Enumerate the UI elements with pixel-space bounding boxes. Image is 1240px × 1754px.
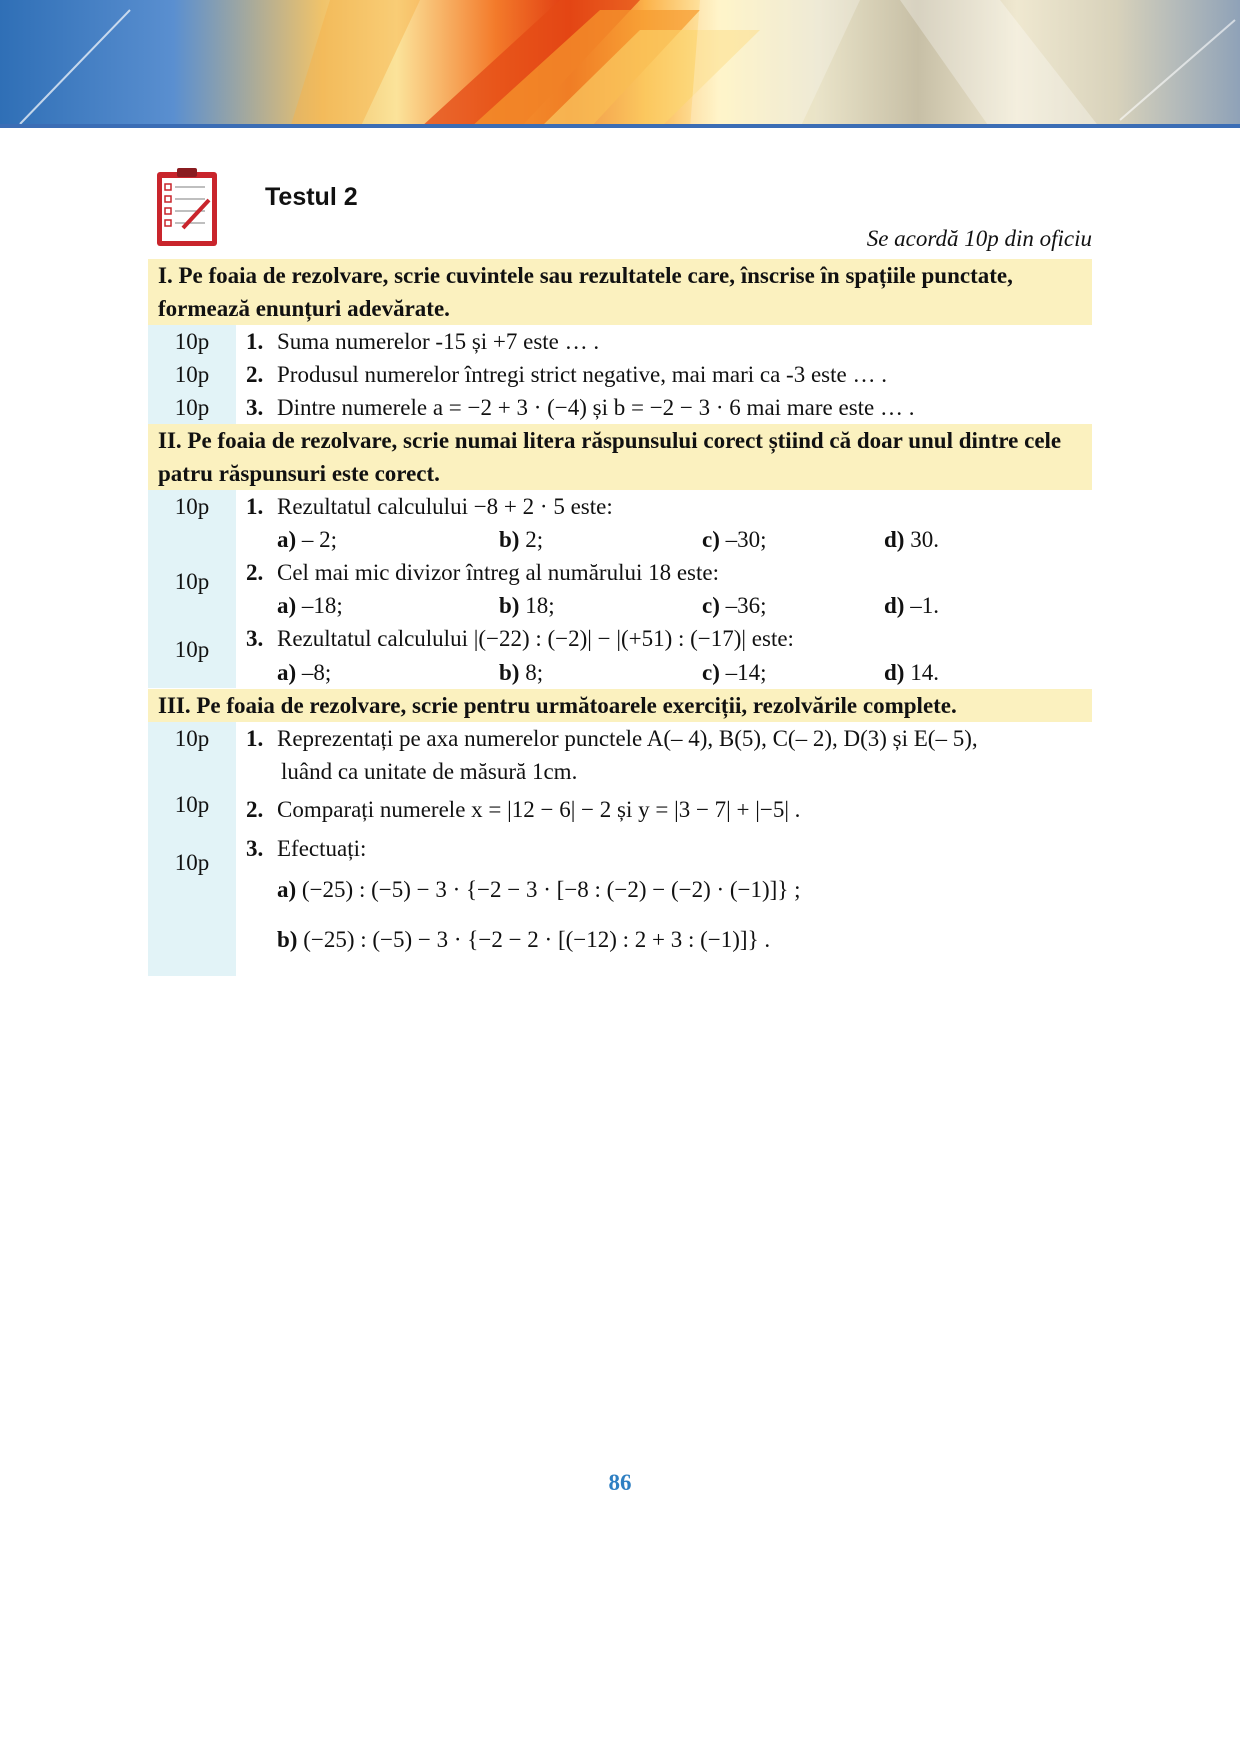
- points-cell: [148, 490, 236, 556]
- section-heading-2: II. Pe foaia de rezolvare, scrie numai litera răspunsului corect știind că doar unul dintre cele patru răspunsuri este corect.: [148, 424, 1092, 490]
- question-text: Produsul numerelor întregi strict negative, mai mari ca -3 este … .: [277, 362, 887, 387]
- question-row: [148, 788, 1092, 832]
- question-row: [148, 391, 1092, 424]
- points-cell: 10p: [148, 358, 236, 391]
- points-cell: [148, 832, 236, 976]
- option-c: c) –30;: [702, 527, 767, 552]
- question-row: [148, 325, 1092, 358]
- question-number: 2.: [246, 797, 264, 822]
- points-cell: [148, 622, 236, 688]
- section-heading-3: III. Pe foaia de rezolvare, scrie pentru următoarele exerciții, rezolvările complete.: [148, 689, 1092, 722]
- question-text-continued: luând ca unitate de măsură 1cm.: [281, 759, 578, 784]
- option-a: a) – 2;: [277, 527, 338, 552]
- question-number: 3.: [246, 626, 264, 651]
- question-number: 1.: [246, 329, 264, 354]
- question-number: 2.: [246, 362, 264, 387]
- question-text: Efectuați:: [277, 836, 367, 861]
- question-row: [148, 622, 1092, 689]
- answer-options: [246, 656, 1092, 689]
- option-a: a) –18;: [277, 593, 343, 618]
- test-title: Testul 2: [265, 183, 358, 211]
- question-text: Rezultatul calculului |(−22) : (−2)| − |(+51) : (−17)| este:: [277, 626, 794, 651]
- question-row: [148, 722, 1092, 788]
- answer-options: [246, 589, 1092, 622]
- question-number: 3.: [246, 836, 264, 861]
- banner-decoration: [0, 0, 1240, 128]
- points-cell: [148, 788, 236, 832]
- option-c: c) –36;: [702, 593, 767, 618]
- question-text: Suma numerelor -15 și +7 este … .: [277, 329, 600, 354]
- question-number: 2.: [246, 560, 264, 585]
- question-text: Reprezentați pe axa numerelor punctele A(– 4), B(5), C(– 2), D(3) și E(– 5),: [277, 726, 978, 751]
- question-row: [148, 832, 1092, 976]
- answer-options: [246, 523, 1092, 556]
- question-row: [148, 556, 1092, 622]
- option-b: b) 2;: [499, 527, 544, 552]
- option-b: b) 8;: [499, 660, 544, 685]
- option-d: d) 30.: [884, 527, 939, 552]
- points-value: 10p: [174, 850, 210, 875]
- points-cell: [148, 556, 236, 622]
- test-table: [148, 259, 1092, 976]
- option-d: d) –1.: [884, 593, 939, 618]
- question-text: Rezultatul calculului −8 + 2 · 5 este:: [277, 494, 613, 519]
- option-b: b) 18;: [499, 593, 555, 618]
- bonus-note: Se acordă 10p din oficiu: [866, 226, 1092, 251]
- points-value: 10p: [174, 726, 210, 751]
- question-row: [148, 358, 1092, 391]
- header-banner: [0, 0, 1240, 128]
- question-number: 1.: [246, 726, 264, 751]
- option-a: a) –8;: [277, 660, 332, 685]
- banner-stripe: [0, 124, 1240, 128]
- page-number: 86: [608, 1470, 632, 1495]
- subitem-b: b) (−25) : (−5) − 3 · {−2 − 2 · [(−12) : 2 + 3 : (−1)]} .: [277, 927, 771, 952]
- option-d: d) 14.: [884, 660, 939, 685]
- points-value: 10p: [174, 494, 210, 519]
- question-row: [148, 490, 1092, 556]
- clipboard-checklist-icon: [155, 166, 219, 248]
- question-text: Comparați numerele x = |12 − 6| − 2 și y = |3 − 7| + |−5| .: [277, 797, 801, 822]
- points-value: 10p: [174, 569, 210, 594]
- section-heading-1: I. Pe foaia de rezolvare, scrie cuvintele sau rezultatele care, înscrise în spațiile punctate, formează enunțuri adevărate.: [148, 259, 1092, 325]
- points-cell: 10p: [148, 325, 236, 358]
- question-number: 1.: [246, 494, 264, 519]
- question-text: Cel mai mic divizor întreg al numărului 18 este:: [277, 560, 719, 585]
- points-value: 10p: [174, 637, 210, 662]
- subitem-a: a) (−25) : (−5) − 3 · {−2 − 3 · [−8 : (−2) − (−2) · (−1)]} ;: [277, 877, 801, 902]
- points-cell: [148, 722, 236, 788]
- points-cell: 10p: [148, 391, 236, 424]
- question-text: Dintre numerele a = −2 + 3 · (−4) și b = −2 − 3 · 6 mai mare este … .: [277, 395, 915, 420]
- option-c: c) –14;: [702, 660, 767, 685]
- points-value: 10p: [174, 792, 210, 817]
- question-number: 3.: [246, 395, 264, 420]
